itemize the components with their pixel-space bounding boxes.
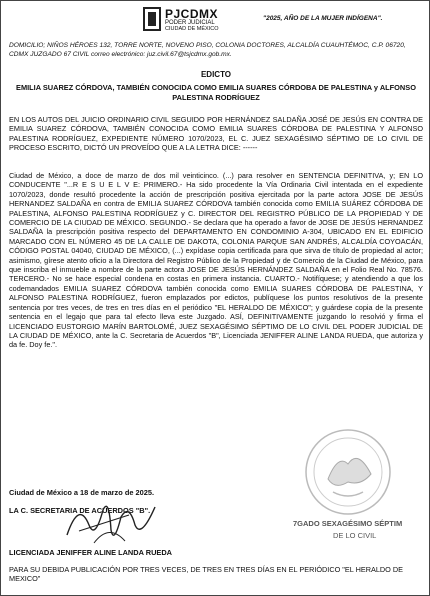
logo-subtitle-1: PODER JUDICIAL (165, 20, 215, 26)
pjcdmx-logo (143, 7, 261, 37)
court-building-icon (143, 7, 161, 31)
publication-note: PARA SU DEBIDA PUBLICACIÓN POR TRES VECES, DE TRES EN TRES DÍAS EN EL PERIÓDICO "EL HERALDO DE MEXICO" (9, 565, 404, 584)
year-motto: "2025, AÑO DE LA MUJER INDÍGENA". (263, 15, 383, 22)
intro-paragraph: EN LOS AUTOS DEL JUICIO ORDINARIO CIVIL SEGUIDO POR HERNÁNDEZ SALDAÑA JOSÉ DE JESÚS EN CONTRA DE EMILIA SUAREZ CÓRDOVA, TAMBIÉN CONOCIDA COMO EMILIA SUARES CÓRDOBA DE PALESTINA Y ALFONSO PALESTINA RODRÍGUEZ, EXPEDIENTE NÚMERO 1070/2023, EL C. JUEZ SEXAGÉSIMO SÉPTIMO DE LO CIVIL DE PROCESO ESCRITO, DICTÓ UN PROVEÍDO QUE A LA LETRA DICE: ------ (9, 115, 423, 153)
handwritten-signature (59, 495, 159, 549)
resolution-paragraph: Ciudad de México, a doce de marzo de dos mil veinticinco. (...) para resolver en SENTENCIA DEFINITIVA, y; EN LO CONDUCENTE "...R E S U E L V E: PRIMERO.- Ha sido procedente la Vía Ordinaria Civil intentada en el expediente 1070/2023, donde resultó procedente la acción de prescripción positiva ejercitada por la parte actora JOSE DE JESÚS HERNANDEZ SALDAÑA en contra de EMILIA SUAREZ CÓRDOVA también conocida como EMILIA SUÁREZ CÓRDOBA DE PALESTINA, ALFONSO PALESTINA RODRÍGUEZ y C. DIRECTOR DEL REGISTRO PÚBLICO DE LA PROPIEDAD Y DE COMERCIO DE LA CIUDAD DE MÉXICO. SEGUNDO.- Se declara que ha operado a favor de JOSE DE JESÚS HERNANDEZ SALDAÑA la prescripción positiva respecto del DEPARTAMENTO EN CONDOMINIO A-304, UBICADO EN EL EDIFICIO MARCADO CON EL NÚMERO 45 DE LA CALLE DE DAKOTA, COLONIA PARQUE SAN ANDRÉS, ALCALDÍA COYOACÁN, CÓDIGO POSTAL 04040, CIUDAD DE MÉXICO, (...) expídase copia certificada para que sirva de título de propiedad al actor; asimismo, gírese atento oficio a la Directora del Registro Público de la Propiedad y de Comercio de la Ciudad de México, para que inscriba el inmueble a nombre de la parte actora JOSE DE JESÚS HERNÁNDEZ SALDAÑA en el Folio Real No. 78576. TERCERO.- No se hace especial condena en costas en primera instancia. CUARTO.- Notifíquese; y atendiendo a que los codemandados EMILIA SUAREZ CÓRDOVA también conocida como EMILIA SUARES CÓRDOBA DE PALESTINA, Y ALFONSO PALESTINA RODRÍGUEZ, fueron emplazados por edictos, publíquese los puntos resolutivos de la presente sentencia por tres veces, de tres en tres días en el periódico "EL HERALDO DE MÉXICO"; y guárdese copia de la presente sentencia en el legajo que para tal efecto lleva este Juzgado. ASÍ, DEFINITIVAMENTE juzgando lo resolvió y firma el LICENCIADO EUSTORGIO MARÍN BARTOLOMÉ, JUEZ SEXAGÉSIMO SÉPTIMO DE LO CIVIL DEL PODER JUDICIAL DE LA CIUDAD DE MÉXICO, ante la C. Secretaria de Acuerdos "B", Licenciada JENIFFER ALINE LANDA RUEDA, que autoriza y da fe. Doy fe.". (9, 171, 423, 350)
logo-subtitle-2: CIUDAD DE MÉXICO (165, 26, 219, 32)
logo-name: PJCDMX (165, 7, 219, 21)
seal-text-1: 7GADO SEXAGÉSIMO SÉPTIM (293, 519, 403, 528)
signer-name: LICENCIADA JENIFFER ALINE LANDA RUEDA (9, 548, 173, 557)
secretary-title: LA C. SECRETARIA DE ACUERDOS "B". (9, 506, 151, 515)
court-address: DOMICILIO; NIÑOS HÉROES 132, TORRE NORTE, NOVENO PISO, COLONIA DOCTORES, ALCALDÍA CUAUHTÉMOC, C.P. 06720, CDMX JUZGADO 67 CIVIL correo electrónico: juz.civil.67@tsjcdmx.gob.mx. (9, 42, 406, 58)
parties-heading: EMILIA SUAREZ CÓRDOVA, TAMBIÉN CONOCIDA COMO EMILIA SUARES CÓRDOBA DE PALESTINA y ALFONSO PALESTINA RODRÍGUEZ (16, 83, 416, 102)
court-seal (283, 424, 413, 556)
eagle-seal-icon (283, 424, 413, 519)
document-date: Ciudad de México a 18 de marzo de 2025. (9, 488, 154, 497)
document-title: EDICTO (200, 70, 232, 79)
seal-text-2: DE LO CIVIL (333, 531, 377, 540)
